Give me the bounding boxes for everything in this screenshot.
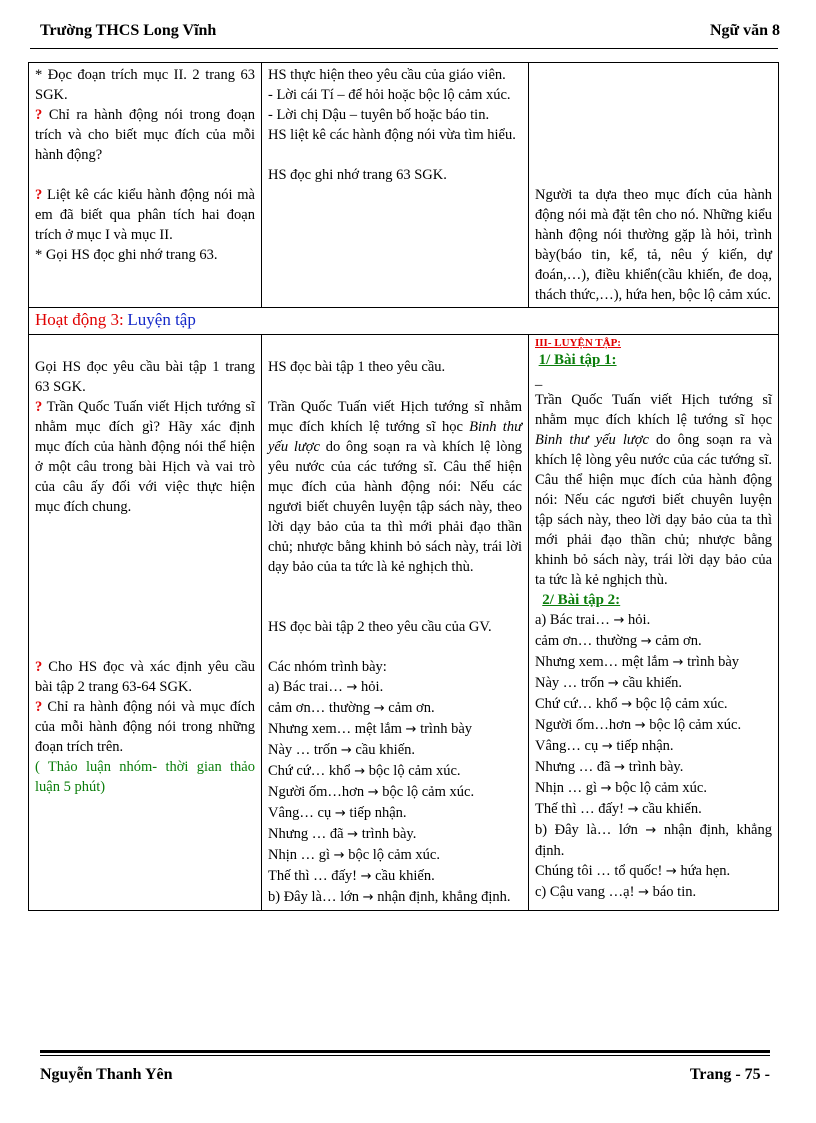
answer-purpose: cầu khiến. — [351, 742, 416, 758]
section-header-cell — [29, 308, 779, 335]
book-title: Binh thư yếu lược — [268, 419, 522, 455]
footer-rule-thin — [40, 1055, 770, 1056]
text-line: HS đọc bài tập 2 theo yêu cầu của GV. — [268, 619, 492, 635]
answer-quote: Chứ cứ… khổ — [268, 763, 355, 779]
answer-quote: Nhưng xem… mệt lắm — [535, 654, 673, 670]
footer-rule — [40, 1050, 770, 1056]
answer-quote: Người ốm…hơn — [268, 784, 368, 800]
question-line — [35, 657, 255, 697]
arrow-icon: → — [346, 680, 358, 695]
answer-list — [535, 610, 772, 903]
answer-quote: Nhưng … đã — [535, 759, 615, 775]
arrow-icon: → — [367, 785, 379, 800]
answer-item — [268, 887, 522, 908]
arrow-icon: → — [645, 823, 657, 838]
subject-name: Ngữ văn 8 — [709, 22, 780, 39]
answer-quote: Này … trốn — [268, 742, 341, 758]
arrow-icon: → — [613, 613, 625, 628]
spacer — [535, 105, 772, 125]
answer-item — [268, 698, 522, 719]
teacher-activity-cell — [29, 63, 262, 308]
answer-quote: Nhịn … gì — [535, 780, 601, 796]
arrow-icon: → — [405, 722, 417, 737]
spacer — [35, 617, 255, 637]
text-span: Trần Quốc Tuấn viết Hịch tướng sĩ nhằm mục đích khích lệ tướng sĩ học — [268, 399, 522, 435]
answer-purpose: tiếp nhận. — [612, 738, 674, 754]
section-label: Hoạt động 3: — [35, 310, 124, 329]
spacer — [268, 597, 522, 617]
answer-quote: b) Đây là… lớn — [535, 822, 646, 838]
answer-list — [268, 677, 522, 908]
question-text: Chỉ ra hành động nói trong đoạn trích và cho biết mục đích của mỗi hành động? — [35, 107, 255, 163]
answer-purpose: bộc lộ cảm xúc. — [344, 847, 440, 863]
answer-quote: Thế thì … đấy! — [268, 868, 361, 884]
spacer — [35, 517, 255, 537]
exercise-title-line — [535, 590, 772, 610]
teacher-activity-cell — [29, 335, 262, 911]
spacer — [35, 537, 255, 557]
answer-item — [268, 782, 522, 803]
arrow-icon: → — [373, 701, 385, 716]
student-activity-cell — [262, 63, 529, 308]
answer-item — [268, 845, 522, 866]
answer-item — [535, 673, 772, 694]
answer-item — [535, 820, 772, 861]
answer-quote: Vâng… cụ — [268, 805, 335, 821]
arrow-icon: → — [360, 869, 372, 884]
spacer — [35, 337, 255, 357]
question-text: Trần Quốc Tuấn viết Hịch tướng sĩ nhằm mục đích gì? Hãy xác định mục đích của hành động nói thể hiện ở một câu trong bài Hịch và vai trò của câu ấy đối với việc thực hiện mục đích chung. — [35, 399, 255, 515]
arrow-icon: → — [621, 697, 633, 712]
arrow-icon: → — [614, 760, 626, 775]
answer-purpose: bộc lộ cảm xúc. — [611, 780, 707, 796]
answer-item — [535, 882, 772, 903]
text-line: _ — [535, 372, 543, 388]
text-line: HS đọc bài tập 1 theo yêu cầu. — [268, 359, 446, 375]
answer-quote: cảm ơn… thường — [535, 633, 641, 649]
answer-quote: Chứ cứ… khổ — [535, 696, 622, 712]
arrow-icon: → — [634, 718, 646, 733]
spacer — [35, 557, 255, 577]
arrow-icon: → — [600, 781, 612, 796]
question-line — [35, 397, 255, 517]
arrow-icon: → — [672, 655, 684, 670]
answer-item — [535, 778, 772, 799]
spacer — [35, 165, 255, 185]
question-mark: ? — [35, 659, 43, 675]
arrow-icon: → — [334, 806, 346, 821]
page-header — [40, 22, 780, 46]
student-activity-cell — [262, 335, 529, 911]
question-mark: ? — [35, 107, 43, 123]
answer-purpose: hứa hẹn. — [676, 863, 731, 879]
text-line: * Gọi HS đọc ghi nhớ trang 63. — [35, 247, 218, 263]
text-line: HS thực hiện theo yêu cầu của giáo viên. — [268, 67, 506, 83]
answer-item — [535, 694, 772, 715]
arrow-icon: → — [665, 864, 677, 879]
answer-purpose: báo tin. — [648, 884, 697, 900]
arrow-icon: → — [340, 743, 352, 758]
answer-purpose: tiếp nhận. — [345, 805, 407, 821]
answer-item — [268, 866, 522, 887]
answer-quote: Này … trốn — [535, 675, 608, 691]
spacer — [268, 377, 522, 397]
answer-purpose: bộc lộ cảm xúc. — [632, 696, 728, 712]
spacer — [535, 125, 772, 145]
text-line: Gọi HS đọc yêu cầu bài tập 1 trang 63 SGK. — [35, 359, 255, 395]
arrow-icon: → — [601, 739, 613, 754]
answer-item — [535, 799, 772, 820]
spacer — [535, 85, 772, 105]
text-line: - Lời cái Tí – để hỏi hoặc bộc lộ cảm xúc. — [268, 87, 511, 103]
text-line: * Đọc đoạn trích mục II. 2 trang 63 SGK. — [35, 67, 255, 103]
answer-item — [535, 757, 772, 778]
question-text: Cho HS đọc và xác định yêu cầu bài tập 2 trang 63-64 SGK. — [35, 659, 255, 695]
answer-item — [535, 652, 772, 673]
content-cell — [529, 335, 779, 911]
text-span: do ông soạn ra và khích lệ lòng yêu nước của các tướng sĩ. Câu thể hiện mục đích của hành động nói: Nếu các ngươi biết chuyên luyện tập sách này, theo lời dạy bảo của ta thì mới phải đạo thần chủ; nhược bằng khinh bỏ sách này, trái lời dạy bảo của ta tức là kẻ nghịch thù. — [268, 439, 522, 575]
answer-quote: Thế thì … đấy! — [535, 801, 628, 817]
answer-quote: Người ốm…hơn — [535, 717, 635, 733]
answer-item — [535, 736, 772, 757]
answer-item — [535, 610, 772, 631]
spacer — [535, 145, 772, 165]
answer-purpose: trình bày. — [358, 826, 417, 842]
answer-item — [268, 803, 522, 824]
answer-purpose: hỏi. — [357, 679, 384, 695]
question-text: Chỉ ra hành động nói và mục đích của mỗi hành động nói trong những đoạn trích trên. — [35, 699, 255, 755]
answer-purpose: cầu khiến. — [618, 675, 683, 691]
question-mark: ? — [35, 699, 43, 715]
section-title: Luyện tập — [127, 310, 196, 329]
answer-item — [268, 740, 522, 761]
answer-purpose: cảm ơn. — [384, 700, 435, 716]
text-span: Trần Quốc Tuấn viết Hịch tướng sĩ nhằm mục đích khích lệ tướng sĩ học — [535, 392, 772, 428]
question-line — [35, 185, 255, 245]
answer-item — [268, 761, 522, 782]
text-block — [268, 397, 522, 577]
spacer — [535, 65, 772, 85]
spacer — [35, 577, 255, 597]
arrow-icon: → — [354, 764, 366, 779]
answer-item — [268, 719, 522, 740]
answer-quote: c) Cậu vang …ạ! — [535, 884, 639, 900]
header-rule — [30, 48, 778, 49]
question-mark: ? — [35, 399, 43, 415]
content-cell — [529, 63, 779, 308]
section-header-row — [29, 308, 779, 335]
answer-quote: a) Bác trai… — [268, 679, 347, 695]
answer-purpose: nhận định, khẳng định. — [373, 889, 511, 905]
question-mark: ? — [35, 187, 43, 203]
spacer — [268, 577, 522, 597]
text-line: HS liệt kê các hành động nói vừa tìm hiểu. — [268, 127, 516, 143]
spacer — [35, 597, 255, 617]
arrow-icon: → — [347, 827, 359, 842]
answer-purpose: bộc lộ cảm xúc. — [645, 717, 742, 733]
lesson-table — [28, 62, 779, 911]
arrow-icon: → — [638, 885, 649, 900]
answer-quote: Nhịn … gì — [268, 847, 334, 863]
answer-quote: Nhưng … đã — [268, 826, 348, 842]
footer-rule-thick — [40, 1050, 770, 1053]
answer-quote: Nhưng xem… mệt lắm — [268, 721, 406, 737]
answer-purpose: trình bày. — [625, 759, 684, 775]
text-block: Người ta dựa theo mục đích của hành động nói mà đặt tên cho nó. Những kiểu hành động nói thường gặp là hỏi, trình bày(báo tin, kể, tả, nêu ý kiến, dự đoán,…), điều khiển(cầu khiến, đe doạ, thách thức,…), hứa hen, bộc lộ cảm xúc. — [535, 187, 772, 303]
answer-item — [535, 631, 772, 652]
question-line — [35, 105, 255, 165]
book-title: Binh thư yếu lược — [535, 432, 649, 448]
answer-purpose: cảm ơn. — [651, 633, 702, 649]
answer-quote: Vâng… cụ — [535, 738, 602, 754]
answer-purpose: bộc lộ cảm xúc. — [378, 784, 475, 800]
text-span: do ông soạn ra và khích lệ lòng yêu nước của các tướng sĩ. Câu thể hiện mục đích của hành động nói: Nếu các ngươi biết chuyên luyện tập sách này, theo lời dạy bảo của ta thì mới phải đạo thần chủ; nhược bằng khinh bỏ sách này, trái lời dạy bảo của ta tức là kẻ nghịch thù. — [535, 432, 773, 588]
answer-item — [535, 715, 772, 736]
table-row — [29, 63, 779, 308]
answer-item — [268, 677, 522, 698]
answer-purpose: cầu khiến. — [371, 868, 435, 884]
question-line — [35, 697, 255, 757]
answer-item — [535, 861, 772, 882]
spacer — [268, 637, 522, 657]
exercise-heading: III- LUYỆN TẬP: — [535, 337, 621, 349]
exercise-title-line — [535, 350, 772, 370]
answer-item — [268, 824, 522, 845]
answer-quote: cảm ơn… thường — [268, 700, 374, 716]
spacer — [268, 145, 522, 165]
exercise-2-title: 2/ Bài tập 2: — [542, 592, 621, 608]
author-name: Nguyễn Thanh Yên — [40, 1066, 173, 1083]
answer-purpose: nhận định, khẳng định. — [535, 822, 772, 859]
text-line: Các nhóm trình bày: — [268, 659, 387, 675]
school-name: Trường THCS Long Vĩnh — [40, 22, 217, 39]
table-row — [29, 335, 779, 911]
arrow-icon: → — [627, 802, 639, 817]
answer-quote: Chúng tôi … tổ quốc! — [535, 863, 666, 879]
spacer — [35, 637, 255, 657]
arrow-icon: → — [607, 676, 619, 691]
answer-purpose: trình bày — [683, 654, 740, 670]
arrow-icon: → — [640, 634, 652, 649]
discussion-note: ( Thảo luận nhóm- thời gian thảo luận 5 phút) — [35, 759, 255, 795]
arrow-icon: → — [362, 890, 374, 905]
answer-quote: b) Đây là… lớn — [268, 889, 363, 905]
spacer — [535, 165, 772, 185]
arrow-icon: → — [333, 848, 345, 863]
text-line: HS đọc ghi nhớ trang 63 SGK. — [268, 167, 447, 183]
page-number: Trang - 75 - — [689, 1066, 770, 1083]
question-text: Liệt kê các kiểu hành động nói mà em đã biết qua phân tích hai đoạn trích ở mục I và mục II. — [35, 187, 255, 243]
text-line: - Lời chị Dậu – tuyên bố hoặc báo tin. — [268, 107, 490, 123]
answer-purpose: trình bày — [416, 721, 473, 737]
answer-purpose: hỏi. — [624, 612, 651, 628]
answer-purpose: cầu khiến. — [638, 801, 702, 817]
answer-quote: a) Bác trai… — [535, 612, 614, 628]
spacer — [268, 337, 522, 357]
exercise-1-title: 1/ Bài tập 1: — [538, 352, 617, 368]
answer-purpose: bộc lộ cảm xúc. — [365, 763, 461, 779]
text-block — [535, 390, 772, 590]
